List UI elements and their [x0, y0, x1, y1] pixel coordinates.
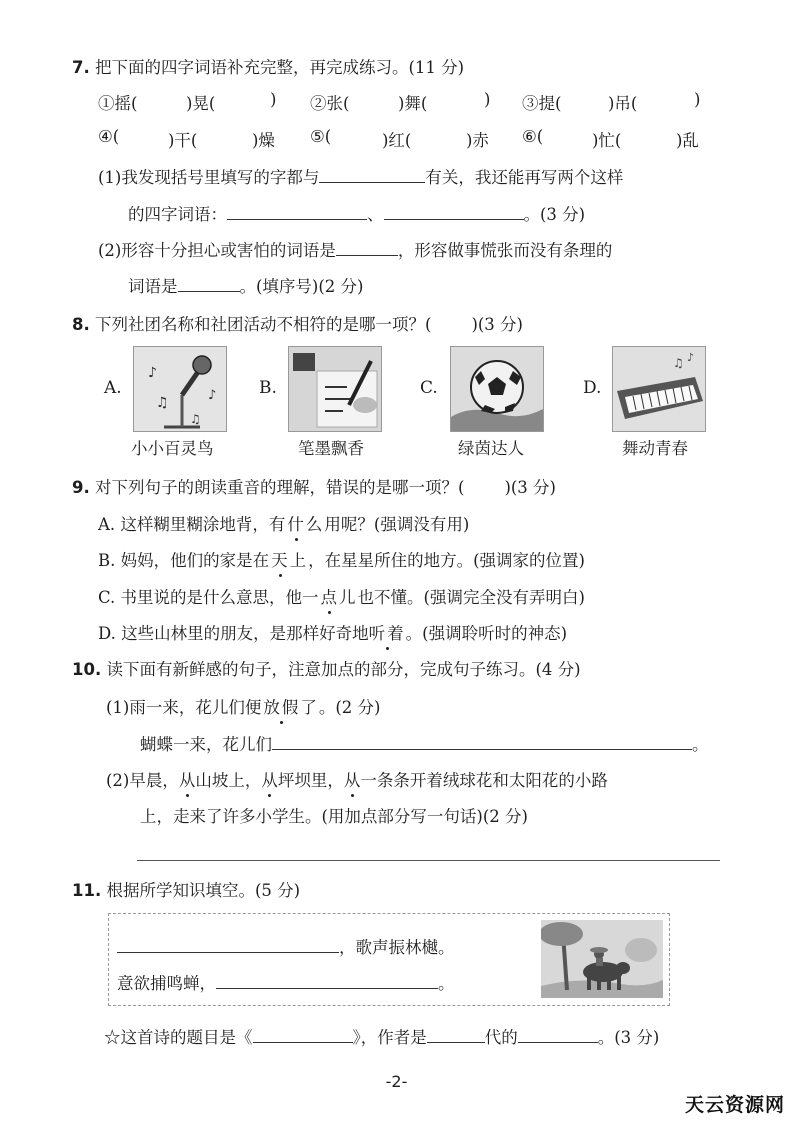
- calligraphy-icon: [288, 346, 382, 432]
- q9-stem: 9. 对下列句子的朗读重音的理解，错误的是哪一项？( )(3 分): [72, 478, 556, 497]
- q8-option-d-letter: D.: [583, 378, 602, 398]
- q7-sub1-line2: 的四字词语： 、 。(3 分): [128, 201, 585, 225]
- q8-option-b-letter: B.: [259, 378, 277, 398]
- q10-answer-line-1: 蝴蝶一来，花儿们 。: [140, 731, 709, 755]
- q8-option-a-letter: A.: [104, 378, 122, 398]
- svg-text:♫: ♫: [190, 412, 201, 426]
- svg-text:♪: ♪: [148, 365, 157, 381]
- answer-blank[interactable]: [253, 1026, 353, 1044]
- q8-stem: 8. 下列社团名称和社团活动不相符的是哪一项？( )(3 分): [72, 315, 523, 334]
- svg-text:♪: ♪: [687, 351, 695, 364]
- svg-text:♪: ♪: [208, 388, 217, 403]
- q8-option-d-caption: 舞动青春: [622, 439, 688, 458]
- answer-blank[interactable]: [384, 203, 524, 221]
- answer-blank[interactable]: [216, 972, 438, 990]
- answer-line[interactable]: [137, 860, 720, 861]
- page-number: -2-: [385, 1072, 408, 1091]
- q7-sub2-line1: (2)形容十分担心或害怕的词语是 ，形容做事慌张而没有条理的: [98, 237, 612, 261]
- keyboard-icon: [612, 346, 706, 432]
- q10-sentence-2-cont: 上，走来了许多小学生。(用加点部分写一句话)(2 分): [140, 807, 528, 826]
- poem-line-2: 意欲捕鸣蝉， 。: [117, 970, 455, 994]
- q9-option-c[interactable]: C. 书里说的是什么意思，他一点儿也不懂。(强调完全没有弄明白): [98, 584, 585, 608]
- answer-blank[interactable]: [518, 1026, 598, 1044]
- q9-option-d[interactable]: D. 这些山林里的朋友，是那样好奇地听着。(强调聆听时的神态): [98, 620, 567, 644]
- q7-sub1-line1: (1)我发现括号里填写的字都与 有关，我还能再写两个这样: [98, 164, 623, 188]
- microphone-icon: [133, 346, 227, 432]
- q11-stem: 11. 根据所学知识填空。(5 分): [72, 881, 301, 900]
- q8-option-b-caption: 笔墨飘香: [298, 439, 364, 458]
- q11-footer: ☆这首诗的题目是《 》，作者是 代的 。(3 分): [104, 1024, 659, 1048]
- answer-blank[interactable]: [427, 1026, 485, 1044]
- soccer-ball-icon: [450, 346, 544, 432]
- q8-option-a-caption: 小小百灵鸟: [131, 439, 214, 458]
- q9-option-a[interactable]: A. 这样糊里糊涂地背，有什么用呢？(强调没有用): [98, 511, 469, 535]
- answer-blank[interactable]: [272, 733, 692, 751]
- q9-option-b[interactable]: B. 妈妈，他们的家是在天上，在星星所住的地方。(强调家的位置): [98, 547, 585, 571]
- answer-blank[interactable]: [336, 239, 398, 257]
- answer-blank[interactable]: [178, 275, 240, 293]
- q8-option-c-caption: 绿茵达人: [458, 439, 524, 458]
- answer-blank[interactable]: [319, 166, 425, 184]
- q8-option-c-letter: C.: [420, 378, 438, 398]
- q7-stem: 7. 把下面的四字词语补充完整，再完成练习。(11 分): [72, 58, 465, 77]
- svg-text:♫: ♫: [673, 356, 684, 370]
- answer-blank[interactable]: [227, 203, 367, 221]
- q7-sub2-line2: 词语是 。(填序号)(2 分): [128, 273, 364, 297]
- q10-sentence-2: (2)早晨，从山坡上，从坪坝里，从一条条开着绒球花和太阳花的小路: [106, 767, 608, 791]
- q10-sentence-1: (1)雨一来，花儿们便放假了。(2 分): [106, 694, 381, 718]
- watermark: 天云资源网: [684, 1094, 785, 1116]
- boy-on-ox-icon: [541, 920, 663, 998]
- q10-stem: 10. 读下面有新鲜感的句子，注意加点的部分，完成句子练习。(4 分): [72, 660, 581, 679]
- poem-line-1: ，歌声振林樾。: [117, 934, 455, 958]
- svg-text:♫: ♫: [156, 395, 169, 411]
- answer-blank[interactable]: [117, 936, 339, 954]
